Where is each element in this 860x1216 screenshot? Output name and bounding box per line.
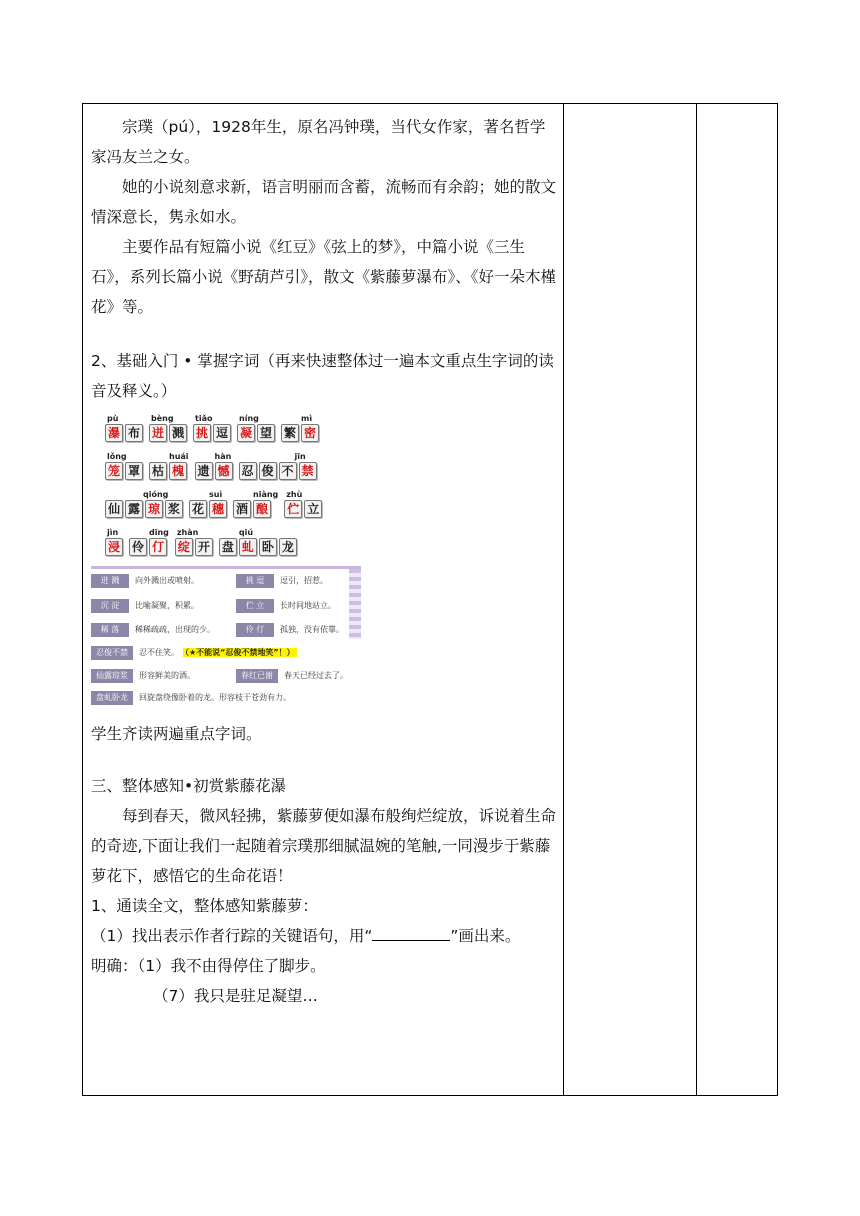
vocab-char: 迸 <box>149 424 167 442</box>
vocab-char: 挑 <box>193 424 211 442</box>
vocab-char: 酿 <box>253 500 271 518</box>
definition-term: 春红已谢 <box>236 669 278 683</box>
vocab-definitions-image <box>91 566 361 711</box>
definition-text: 忍不住笑。 <box>139 648 179 657</box>
definition-row <box>91 690 291 706</box>
vocab-word <box>129 528 169 556</box>
definition-term: 迸 溅 <box>91 574 129 588</box>
definition-term: 沉 淀 <box>91 599 129 613</box>
question-1-text-end: ”画出来。 <box>450 927 521 945</box>
definition-term: 盘虬卧龙 <box>91 691 133 705</box>
vocab-row <box>105 490 355 528</box>
definition-text: 向外溅出或喷射。 <box>135 576 199 585</box>
vocab-word <box>281 414 319 442</box>
vocab-pinyin: mì <box>301 414 313 423</box>
vocab-char: 瀑 <box>105 424 123 442</box>
vocab-char: 溅 <box>169 424 187 442</box>
definition-text: 长时间地站立。 <box>280 601 336 610</box>
definition-term: 稀 落 <box>91 623 129 637</box>
lesson-table <box>82 103 778 1096</box>
read-aloud-note: 学生齐读两遍重点字词。 <box>91 725 262 743</box>
vocab-word <box>175 528 213 556</box>
vocab-char: 虬 <box>239 538 257 556</box>
definition-row <box>91 668 348 684</box>
section2-heading: 2、基础入门 • 掌握字词（再来快速整体过一遍本文重点生字词的读音及释义。） <box>91 352 554 400</box>
question-1 <box>91 921 559 951</box>
vocab-row <box>105 414 355 452</box>
vocab-char: 布 <box>125 424 143 442</box>
vocab-char: 立 <box>304 500 322 518</box>
definition-row <box>91 598 336 614</box>
author-works-paragraph: 主要作品有短篇小说《红豆》《弦上的梦》，中篇小说《三生石》，系列长篇小说《野葫芦引》，散文《紫藤萝瀑布》、《好一朵木槿花》等。 <box>91 238 557 316</box>
vocab-char: 花 <box>189 500 207 518</box>
vocab-pinyin: bèng <box>151 414 174 423</box>
definition-term: 忍俊不禁 <box>91 646 133 660</box>
definition-text: 逗引，招惹。 <box>280 576 328 585</box>
vocab-char: 开 <box>195 538 213 556</box>
main-column <box>91 112 559 1011</box>
vocab-char: 槐 <box>169 462 187 480</box>
vocab-char: 俊 <box>259 462 277 480</box>
vocab-char: 逗 <box>213 424 231 442</box>
definition-text: 孤独，没有依靠。 <box>280 625 344 634</box>
vocab-char: 密 <box>301 424 319 442</box>
vocab-word <box>105 452 143 480</box>
definition-text: 稀稀疏疏，出现的少。 <box>135 625 215 634</box>
vocab-char: 酒 <box>233 500 251 518</box>
vocab-char: 笼 <box>105 462 123 480</box>
vocab-word <box>189 490 227 518</box>
vocab-char: 憾 <box>215 462 233 480</box>
vocab-word <box>195 452 233 480</box>
column-divider <box>563 104 564 1095</box>
definition-row <box>91 573 328 589</box>
author-intro-paragraph: 宗璞（pú），1928年生，原名冯钟璞，当代女作家，著名哲学家冯友兰之女。 <box>91 118 546 166</box>
vocab-char: 忍 <box>239 462 257 480</box>
vocab-word <box>219 528 297 556</box>
vocab-pinyin: qiú <box>238 528 254 537</box>
definition-note: （★不能说“忍俊不禁地笑”！） <box>185 648 295 657</box>
vocab-pinyin: zhàn <box>176 528 199 537</box>
vocab-word <box>105 414 143 442</box>
vocab-pinyin: lǒng <box>107 452 127 461</box>
definition-text: 比喻凝聚，积累。 <box>135 601 199 610</box>
task-heading: 1、通读全文，整体感知紫藤萝： <box>91 897 318 915</box>
section3-intro: 每到春天，微风轻拂，紫藤萝便如瀑布般绚烂绽放，诉说着生命的奇迹,下面让我们一起随着宗璞那细腻温婉的笔触,一同漫步于紫藤萝花下，感悟它的生命花语！ <box>91 807 557 885</box>
vocab-char: 龙 <box>279 538 297 556</box>
definition-term: 伫 立 <box>236 599 274 613</box>
vocab-char: 琼 <box>145 500 163 518</box>
definition-text: 形容鲜美的酒。 <box>139 671 195 680</box>
vocab-word <box>233 490 278 518</box>
vocab-char: 盘 <box>219 538 237 556</box>
vocab-word <box>149 414 187 442</box>
vocab-pinyin: zhù <box>286 490 303 499</box>
vocab-char: 凝 <box>237 424 255 442</box>
vocab-word <box>149 452 189 480</box>
vocab-pinyin: jīn <box>294 452 306 461</box>
vocab-pinyin: hàn <box>214 452 232 461</box>
wisteria-decoration <box>349 569 361 639</box>
definition-term: 伶 仃 <box>236 623 274 637</box>
vocab-char: 罩 <box>125 462 143 480</box>
author-style-paragraph: 她的小说刻意求新，语言明丽而含蓄，流畅而有余韵；她的散文情深意长，隽永如水。 <box>91 178 557 226</box>
vocab-word <box>105 490 183 518</box>
vocab-char: 伶 <box>129 538 147 556</box>
vocab-char: 望 <box>257 424 275 442</box>
definition-text: 春天已经过去了。 <box>284 671 348 680</box>
vocab-pinyin: dīng <box>149 528 169 537</box>
vocab-char: 卧 <box>259 538 277 556</box>
vocab-char: 露 <box>125 500 143 518</box>
vocab-pinyin: qióng <box>143 490 169 499</box>
vocab-char: 穗 <box>209 500 227 518</box>
vocab-char: 禁 <box>299 462 317 480</box>
vocab-pinyin: tiǎo <box>195 414 213 423</box>
vocab-char: 绽 <box>175 538 193 556</box>
vocab-char: 仙 <box>105 500 123 518</box>
section3-heading: 三、整体感知•初赏紫藤花瀑 <box>91 777 287 795</box>
underline-blank <box>372 926 450 941</box>
vocab-word <box>284 490 322 518</box>
vocab-pinyin: níng <box>239 414 259 423</box>
vocab-pinyin: suì <box>209 490 223 499</box>
vocab-char: 不 <box>279 462 297 480</box>
vocab-char: 繁 <box>281 424 299 442</box>
definition-text: 回旋盘绕像卧着的龙。形容枝干苍劲有力。 <box>139 693 291 702</box>
vocab-pinyin: niàng <box>253 490 279 499</box>
vocab-pinyin-image <box>91 414 361 564</box>
vocab-row <box>105 452 355 490</box>
vocab-word <box>193 414 231 442</box>
definition-term: 仙露琼浆 <box>91 669 133 683</box>
definition-row <box>91 645 297 661</box>
vocab-char: 遗 <box>195 462 213 480</box>
vocab-char: 伫 <box>284 500 302 518</box>
vocab-row <box>105 528 355 566</box>
vocab-pinyin: pù <box>107 414 119 423</box>
vocab-word <box>105 528 123 556</box>
vocab-pinyin: jìn <box>107 528 119 537</box>
vocab-char: 浸 <box>105 538 123 556</box>
vocab-word <box>239 452 317 480</box>
column-divider <box>696 104 697 1095</box>
definition-row <box>91 622 344 638</box>
answer-7: （7）我只是驻足凝望… <box>153 987 318 1005</box>
vocab-pinyin: huái <box>169 452 189 461</box>
vocab-char: 枯 <box>149 462 167 480</box>
definition-term: 挑 逗 <box>236 574 274 588</box>
vocab-char: 浆 <box>165 500 183 518</box>
answer-1: 明确：（1）我不由得停住了脚步。 <box>91 957 326 975</box>
question-1-text: （1）找出表示作者行踪的关键语句，用“ <box>91 927 373 945</box>
vocab-char: 仃 <box>149 538 167 556</box>
vocab-word <box>237 414 275 442</box>
